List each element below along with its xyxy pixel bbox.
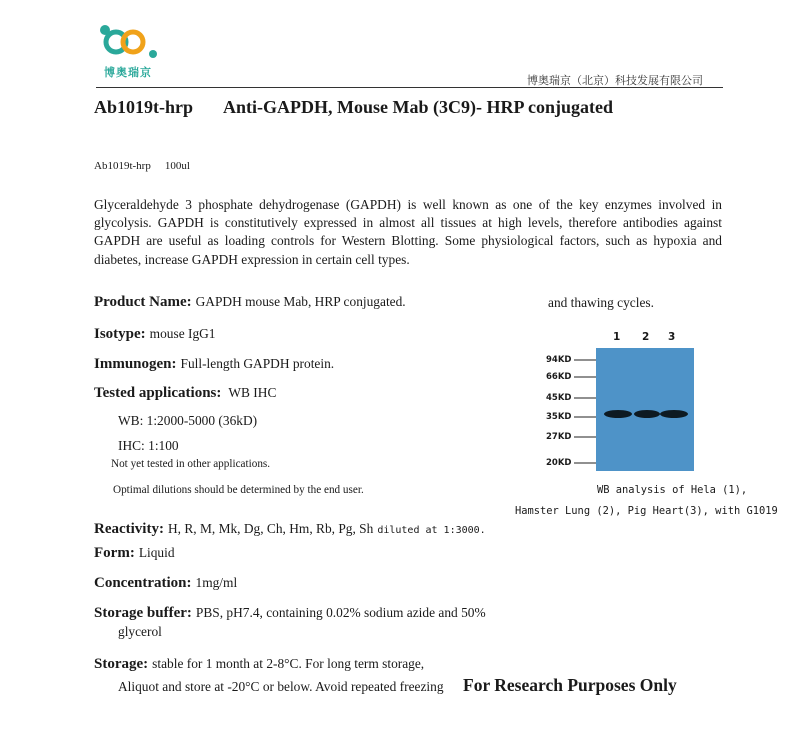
storage-value: stable for 1 month at 2-8°C. For long term storage, xyxy=(152,656,425,671)
product-title: Anti-GAPDH, Mouse Mab (3C9)- HRP conjugated xyxy=(223,97,613,117)
wb-dilution: WB: 1:2000-5000 (36kD) xyxy=(118,413,258,428)
gapdh-band-lane-1 xyxy=(604,410,632,418)
blot-image xyxy=(546,328,706,473)
mw-marker-label: 35KD xyxy=(546,412,572,422)
logo-text: 博奥瑞京 xyxy=(104,66,152,79)
concentration-label: Concentration: xyxy=(94,575,192,591)
immunogen-label: Immunogen: xyxy=(94,356,177,372)
isotype-row xyxy=(94,325,216,343)
reactivity-label: Reactivity: xyxy=(94,521,164,537)
mw-marker-label: 94KD xyxy=(546,355,572,365)
gapdh-band-lane-2 xyxy=(634,410,660,418)
mw-marker-label: 66KD xyxy=(546,372,572,382)
mw-marker-label: 45KD xyxy=(546,393,572,403)
storage-buffer-value-2: glycerol xyxy=(118,624,162,639)
product-name-row xyxy=(94,293,406,311)
storage-buffer-row xyxy=(94,604,486,622)
isotype-label: Isotype: xyxy=(94,326,146,342)
lane-label: 1 xyxy=(613,331,621,343)
product-code-line xyxy=(94,160,190,172)
storage-label: Storage: xyxy=(94,656,149,672)
research-use-notice: For Research Purposes Only xyxy=(463,675,677,695)
untested-note: Not yet tested in other applications. xyxy=(111,458,271,470)
concentration-value: 1mg/ml xyxy=(195,575,238,590)
product-name-value: GAPDH mouse Mab, HRP conjugated. xyxy=(195,294,406,309)
product-size: 100ul xyxy=(164,160,190,172)
right-fragment: and thawing cycles. xyxy=(548,295,654,310)
ihc-dilution: IHC: 1:100 xyxy=(118,438,179,453)
product-name-label: Product Name: xyxy=(94,294,192,310)
concentration-row xyxy=(94,574,237,592)
storage-buffer-label: Storage buffer: xyxy=(94,605,192,621)
lane-label: 2 xyxy=(642,331,650,343)
header-divider xyxy=(96,87,723,88)
immunogen-row xyxy=(94,355,334,373)
logo-rings-icon xyxy=(96,20,160,66)
form-label: Form: xyxy=(94,545,135,561)
gapdh-band-lane-3 xyxy=(660,410,688,418)
dilution-note: Optimal dilutions should be determined by the end user. xyxy=(113,484,364,496)
mw-marker-label: 20KD xyxy=(546,458,572,468)
description: Glyceraldehyde 3 phosphate dehydrogenase (GAPDH) is well known as one of the key enzymes involved in glycolysis. GAPDH is constitutively expressed in almost all tissues at high levels, therefore antibodies against GAPDH are useful as loading controls for Western Blotting. Some physiological factors, such as hypoxia and diabetes, increase GAPDH expression in certain cell types. xyxy=(94,197,722,267)
immunogen-value: Full-length GAPDH protein. xyxy=(180,356,335,371)
isotype-value: mouse IgG1 xyxy=(149,326,216,341)
blot-membrane xyxy=(596,348,694,471)
product-code-title: Ab1019t-hrp xyxy=(94,97,194,117)
tested-value: WB IHC xyxy=(228,385,277,400)
figure-caption-1: WB analysis of Hela (1), xyxy=(597,484,748,496)
reactivity-row xyxy=(94,520,486,538)
form-value: Liquid xyxy=(138,545,175,560)
lane-label: 3 xyxy=(668,331,676,343)
product-code: Ab1019t-hrp xyxy=(94,160,151,172)
mw-marker-label: 27KD xyxy=(546,432,572,442)
company-name: 博奥瑞京（北京）科技发展有限公司 xyxy=(527,74,703,87)
western-blot-figure xyxy=(546,328,706,473)
storage-value-2: Aliquot and store at -20°C or below. Avoid repeated freezing xyxy=(118,679,444,694)
storage-row xyxy=(94,655,424,673)
form-row xyxy=(94,544,175,562)
reactivity-value: H, R, M, Mk, Dg, Ch, Hm, Rb, Pg, Sh xyxy=(167,521,374,536)
tested-row xyxy=(94,384,276,402)
tested-label: Tested applications: xyxy=(94,385,222,401)
figure-caption-2: Hamster Lung (2), Pig Heart(3), with G1019 xyxy=(515,505,778,517)
storage-buffer-value: PBS, pH7.4, containing 0.02% sodium azide and 50% xyxy=(195,605,486,620)
reactivity-extra: diluted at 1:3000. xyxy=(377,525,486,536)
